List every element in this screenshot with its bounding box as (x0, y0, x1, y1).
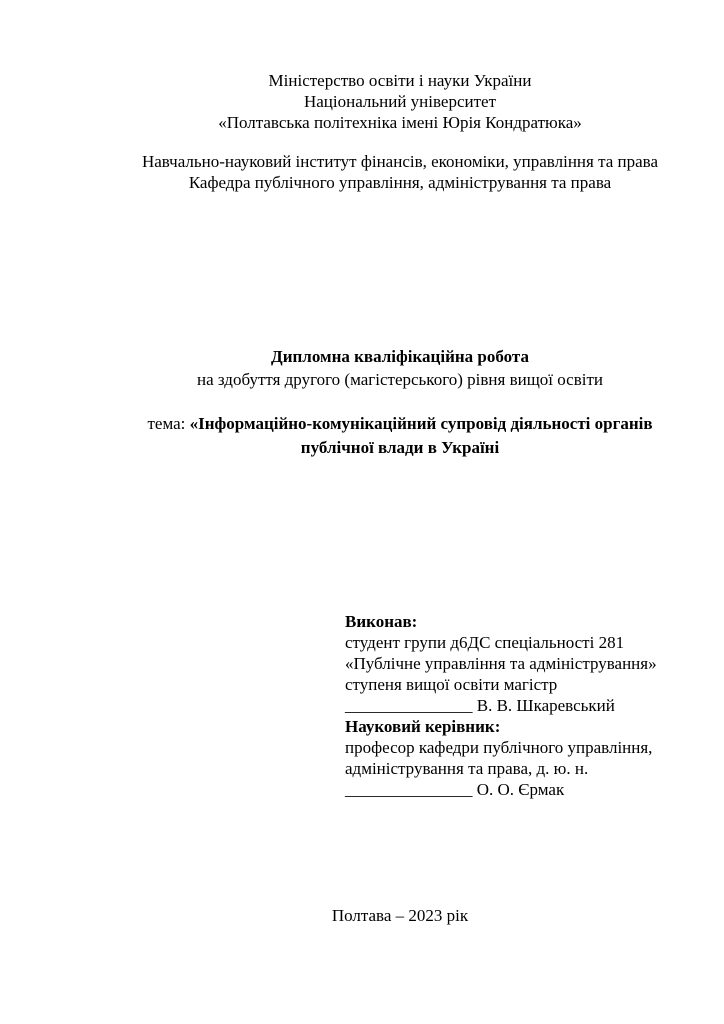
footer-block (103, 905, 697, 926)
department-line: Кафедра публічного управління, адміністрування та права (188, 173, 612, 192)
executor-signature-line: _______________ (345, 696, 473, 715)
supervisor-signature-line: _______________ (345, 780, 473, 799)
theme-prefix: тема: (147, 414, 190, 433)
theme-text-line-1: «Інформаційно-комунікаційний супровід діяльності органів (189, 414, 653, 433)
theme-line-1 (103, 412, 697, 436)
title-block (103, 345, 697, 391)
institute-line: Навчально-науковий інститут фінансів, економіки, управління та права (141, 152, 659, 171)
university-line: Національний університет (303, 92, 497, 111)
university-name-line: «Полтавська політехніка імені Юрія Кондратюка» (218, 113, 582, 132)
supervisor-position-line: професор кафедри публічного управління, (345, 738, 653, 757)
degree-line: на здобуття другого (магістерського) рівня вищої освіти (197, 370, 603, 389)
work-type-title: Дипломна кваліфікаційна робота (271, 347, 529, 366)
executor-degree-line: ступеня вищої освіти магістр (345, 675, 558, 694)
executor-name: В. В. Шкаревський (476, 696, 615, 715)
executor-label: Виконав: (345, 612, 418, 631)
ministry-line: Міністерство освіти і науки України (268, 71, 532, 90)
supervisor-name: О. О. Єрмак (476, 780, 565, 799)
supervisor-signature-row (345, 779, 685, 800)
supervisor-label: Науковий керівник: (345, 717, 501, 736)
executor-group-line: студент групи д6ДС спеціальності 281 (345, 633, 625, 652)
institute-block (103, 151, 697, 193)
executor-signature-row (345, 695, 685, 716)
supervisor-department-line: адміністрування та права, д. ю. н. (345, 759, 589, 778)
city-year-line: Полтава – 2023 рік (331, 906, 469, 925)
signatures-block (345, 611, 685, 800)
header-block (103, 70, 697, 133)
theme-block (103, 412, 697, 460)
executor-specialty-line: «Публічне управління та адміністрування» (345, 654, 657, 673)
theme-text-line-2: публічної влади в Україні (300, 438, 500, 457)
